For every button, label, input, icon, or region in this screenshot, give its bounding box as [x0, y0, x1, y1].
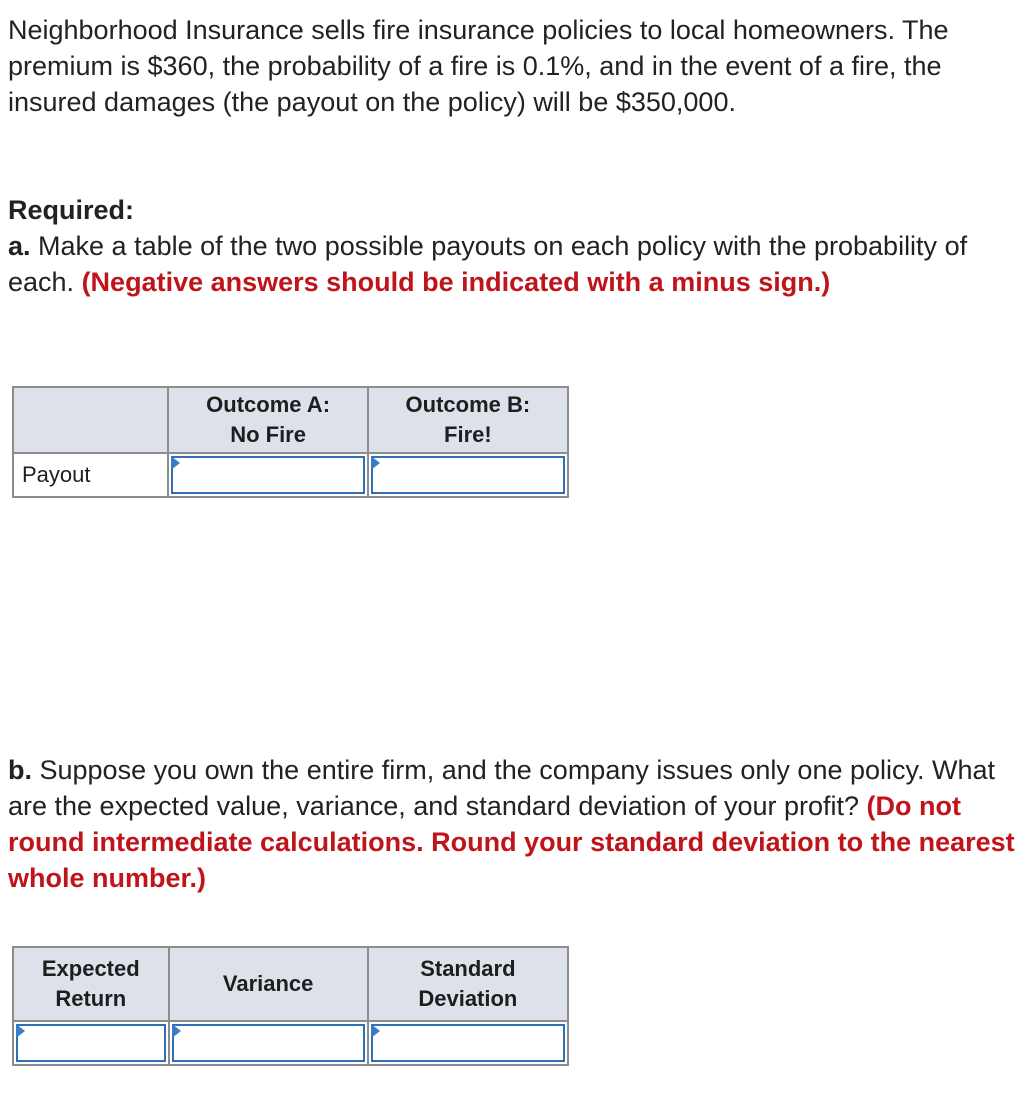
header-outcome-b-line1: Outcome B:	[405, 392, 531, 417]
header-outcome-a-line1: Outcome A:	[206, 392, 331, 417]
expected-return-input[interactable]	[16, 1024, 166, 1062]
answer-flag-icon	[171, 456, 180, 470]
required-heading: Required:	[8, 195, 135, 225]
problem-statement	[8, 12, 1018, 120]
header-outcome-a-line2: No Fire	[230, 422, 306, 447]
header-standard-deviation-line1: Standard	[420, 956, 516, 981]
header-outcome-b	[368, 387, 568, 453]
header-expected-return-line1: Expected	[41, 956, 140, 981]
part-a-question	[8, 228, 1018, 300]
part-a-letter: a.	[8, 231, 31, 261]
payout-no-fire-input[interactable]	[171, 456, 364, 494]
answer-flag-icon	[371, 456, 380, 470]
part-b-text: Suppose you own the entire firm, and the company issues only one policy. What are the expected value, variance, and standard deviation of your profit?	[8, 755, 996, 821]
variance-cell	[169, 1021, 368, 1065]
problem-intro-text: Neighborhood Insurance sells fire insurance policies to local homeowners. The premium is $360, the probability of a fire is 0.1%, and in the event of a fire, the insured damages (the payout on the policy) will be $350,000.	[8, 15, 949, 117]
answer-flag-icon	[172, 1024, 181, 1038]
payout-table-corner	[13, 387, 168, 453]
variance-input[interactable]	[172, 1024, 365, 1062]
part-a-text: Make a table of the two possible payouts on each policy with the probability of each.	[8, 231, 968, 297]
payout-no-fire-cell	[168, 453, 367, 497]
part-b-question	[8, 752, 1018, 896]
header-variance: Variance	[169, 947, 368, 1021]
payout-fire-input[interactable]	[371, 456, 565, 494]
part-b-letter: b.	[8, 755, 32, 785]
header-outcome-a	[168, 387, 367, 453]
expected-return-cell	[13, 1021, 169, 1065]
part-b-note: (Do not round intermediate calculations. Round your standard deviation to the nearest whole number.)	[8, 791, 1015, 893]
answer-flag-icon	[371, 1024, 380, 1038]
payout-table	[12, 386, 569, 498]
header-standard-deviation-line2: Deviation	[418, 986, 518, 1011]
answer-flag-icon	[16, 1024, 25, 1038]
standard-deviation-cell	[368, 1021, 568, 1065]
header-outcome-b-line2: Fire!	[444, 422, 492, 447]
header-expected-return-line2: Return	[55, 986, 127, 1011]
header-standard-deviation	[368, 947, 568, 1021]
profit-stats-table	[12, 946, 569, 1066]
standard-deviation-input[interactable]	[371, 1024, 565, 1062]
part-a-note: (Negative answers should be indicated with a minus sign.)	[81, 267, 831, 297]
payout-fire-cell	[368, 453, 568, 497]
payout-row-label: Payout	[13, 453, 168, 497]
header-expected-return	[13, 947, 169, 1021]
